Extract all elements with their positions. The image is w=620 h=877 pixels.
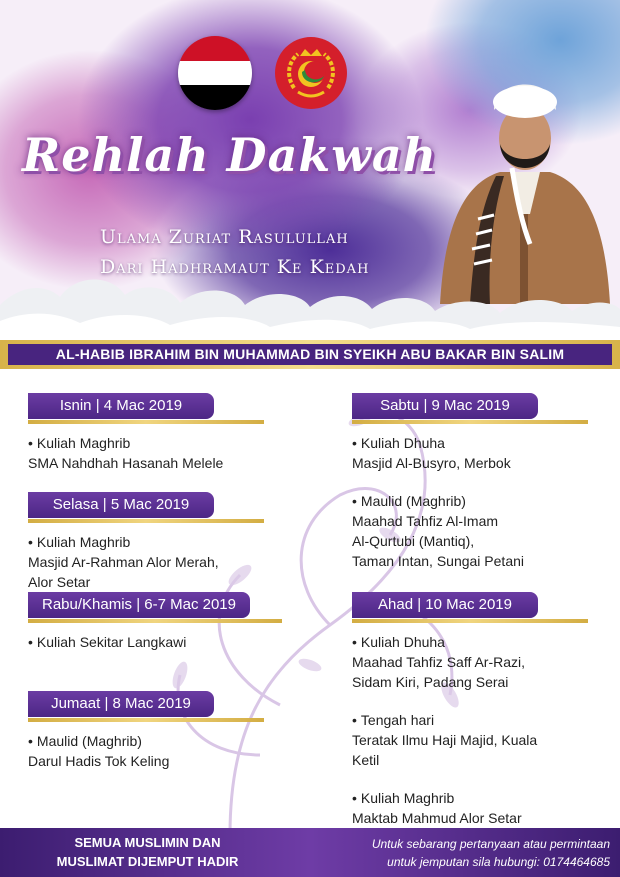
yemen-flag-icon — [178, 36, 252, 110]
divider-line — [28, 619, 282, 623]
activity-name: • Kuliah Maghrib — [28, 433, 288, 453]
event-item — [28, 632, 288, 652]
venue-line: Alor Setar — [28, 574, 91, 590]
event-selasa — [28, 492, 288, 592]
event-title: Rehlah Dakwah — [22, 128, 438, 182]
flag-red-stripe — [178, 36, 252, 61]
cloud-decoration — [0, 255, 620, 345]
activity-name: • Kuliah Dhuha — [352, 632, 612, 652]
event-item — [352, 491, 612, 571]
contact-line-2: untuk jemputan sila hubungi: 0174464685 — [387, 855, 610, 869]
kedah-emblem-icon — [274, 36, 348, 110]
invitation-line-1: SEMUA MUSLIMIN DAN — [74, 835, 221, 850]
activity-name: • Tengah hari — [352, 710, 612, 730]
invitation-line-2: MUSLIMAT DIJEMPUT HADIR — [56, 854, 239, 869]
event-item — [352, 433, 612, 473]
day-pill: Sabtu | 9 Mac 2019 — [352, 393, 538, 419]
divider-line — [352, 420, 588, 424]
event-item — [352, 710, 612, 770]
event-rabu-khamis — [28, 592, 288, 652]
divider-line — [352, 619, 588, 623]
event-item — [28, 731, 288, 771]
speaker-bar — [0, 340, 620, 369]
day-pill: Rabu/Khamis | 6-7 Mac 2019 — [28, 592, 250, 618]
venue-line: Masjid Ar-Rahman Alor Merah, — [28, 554, 219, 570]
venue-line: Maktab Mahmud Alor Setar — [352, 810, 522, 826]
venue-line: Teratak Ilmu Haji Majid, Kuala — [352, 732, 538, 748]
venue-line: SMA Nahdhah Hasanah Melele — [28, 455, 224, 471]
activity-name: • Kuliah Sekitar Langkawi — [28, 632, 288, 652]
flag-white-stripe — [178, 61, 252, 86]
venue-line: Maahad Tahfiz Al-Imam — [352, 513, 499, 529]
contact-text — [325, 835, 610, 871]
event-ahad — [352, 592, 612, 828]
day-pill: Selasa | 5 Mac 2019 — [28, 492, 214, 518]
event-item — [28, 532, 288, 592]
venue-line: Ketil — [352, 752, 380, 768]
venue-line: Darul Hadis Tok Keling — [28, 753, 170, 769]
event-isnin — [28, 393, 288, 473]
divider-line — [28, 718, 264, 722]
contact-line-1: Untuk sebarang pertanyaan atau permintaan — [371, 837, 610, 851]
subtitle-line-2: Dari Hadhramaut Ke Kedah — [100, 256, 370, 278]
venue-line: Maahad Tahfiz Saff Ar-Razi, — [352, 654, 526, 670]
venue-line: Sidam Kiri, Padang Serai — [352, 674, 509, 690]
divider-line — [28, 519, 264, 523]
footer-bar — [0, 828, 620, 877]
day-pill: Jumaat | 8 Mac 2019 — [28, 691, 214, 717]
divider-line — [28, 420, 264, 424]
activity-name: • Kuliah Maghrib — [28, 532, 288, 552]
activity-name: • Kuliah Maghrib — [352, 788, 612, 808]
day-pill: Ahad | 10 Mac 2019 — [352, 592, 538, 618]
subtitle-line-1: Ulama Zuriat Rasulullah — [100, 226, 349, 248]
speaker-name: AL-HABIB IBRAHIM BIN MUHAMMAD BIN SYEIKH ABU BAKAR BIN SALIM — [8, 344, 612, 365]
day-pill: Isnin | 4 Mac 2019 — [28, 393, 214, 419]
invitation-text — [30, 833, 265, 871]
flag-black-stripe — [178, 85, 252, 110]
activity-name: • Kuliah Dhuha — [352, 433, 612, 453]
event-item — [28, 433, 288, 473]
event-item — [352, 788, 612, 828]
activity-name: • Maulid (Maghrib) — [352, 491, 612, 511]
venue-line: Al-Qurtubi (Mantiq), — [352, 533, 475, 549]
event-item — [352, 632, 612, 692]
event-sabtu — [352, 393, 612, 571]
venue-line: Masjid Al-Busyro, Merbok — [352, 455, 511, 471]
header-banner — [0, 0, 620, 345]
event-jumaat — [28, 691, 288, 771]
activity-name: • Maulid (Maghrib) — [28, 731, 288, 751]
venue-line: Taman Intan, Sungai Petani — [352, 553, 525, 569]
